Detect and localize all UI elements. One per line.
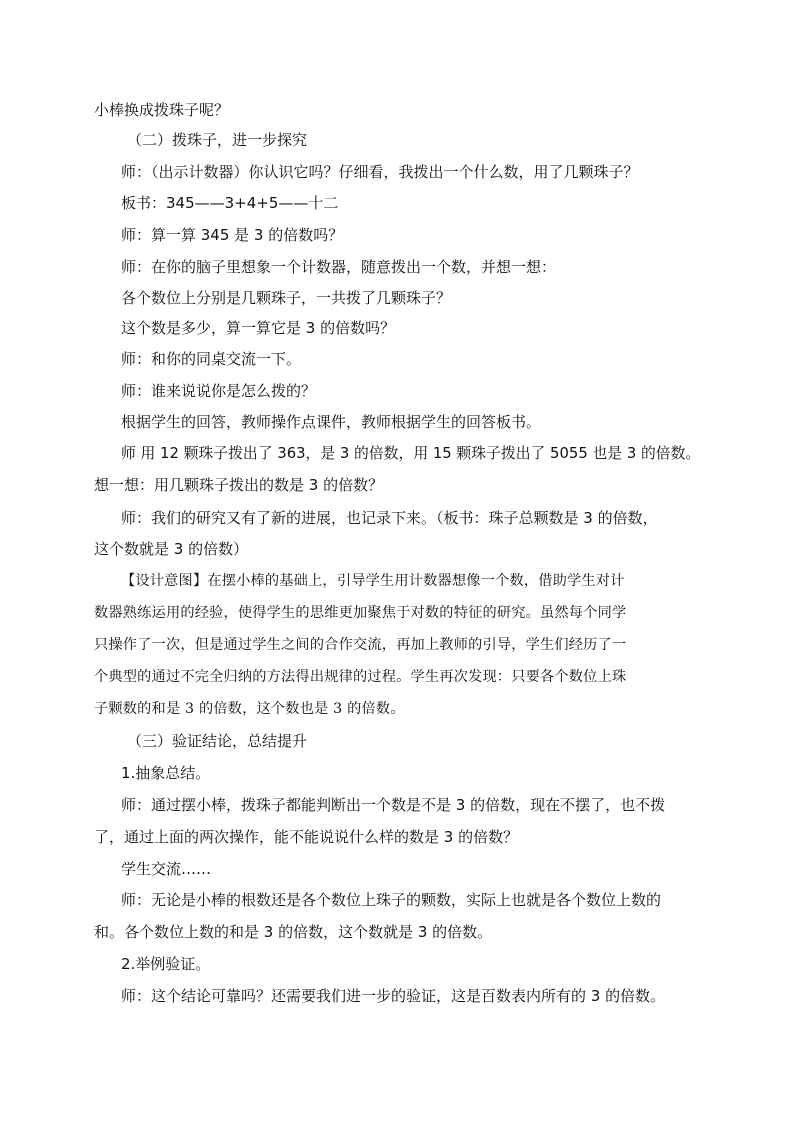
text-line: 师：在你的脑子里想象一个计数器，随意拨出一个数，并想一想： — [121, 258, 557, 276]
section-heading: （三）验证结论，总结提升 — [127, 732, 308, 750]
text-line: 师 用 12 颗珠子拨出了 363，是 3 的倍数，用 15 颗珠子拨出了 5055 也是 3 的倍数。 — [121, 444, 701, 462]
text-line: 板书：345——3+4+5——十二 — [121, 194, 339, 212]
text-line: 师：算一算 345 是 3 的倍数吗？ — [121, 226, 344, 244]
design-intent-line: 子颗数的和是 3 的倍数，这个数也是 3 的倍数。 — [94, 701, 405, 717]
text-line: 了，通过上面的两次操作，能不能说说什么样的数是 3 的倍数？ — [94, 828, 519, 846]
text-line: 和。各个数位上数的和是 3 的倍数，这个数就是 3 的倍数。 — [94, 923, 493, 941]
text-line: 师：和你的同桌交流一下。 — [121, 350, 302, 368]
text-line: 根据学生的回答，教师操作点课件，教师根据学生的回答板书。 — [121, 413, 542, 431]
design-intent-line: 【设计意图】在摆小棒的基础上，引导学生用计数器想像一个数，借助学生对计 — [121, 573, 625, 589]
text-line: 师：这个结论可靠吗？还需要我们进一步的验证，这是百数表内所有的 3 的倍数。 — [121, 987, 666, 1005]
text-line: 师：通过摆小棒，拨珠子都能判断出一个数是不是 3 的倍数，现在不摆了，也不拨 — [121, 796, 666, 814]
text-line: 师：（出示计数器）你认识它吗？仔细看，我拨出一个什么数，用了几颗珠子？ — [121, 163, 639, 181]
text-line: 师：谁来说说你是怎么拨的？ — [121, 382, 317, 400]
subheading: 2.举例验证。 — [121, 955, 211, 973]
section-heading: （二）拨珠子，进一步探究 — [127, 131, 308, 149]
subheading: 1.抽象总结。 — [121, 764, 211, 782]
text-line: 想一想：用几颗珠子拨出的数是 3 的倍数？ — [94, 476, 384, 494]
text-line: 师：无论是小棒的根数还是各个数位上珠子的颗数，实际上也就是各个数位上数的 — [121, 891, 662, 909]
text-line: 学生交流…… — [121, 860, 212, 878]
design-intent-line: 只操作了一次，但是通过学生之间的合作交流，再加上教师的引导，学生们经历了一 — [94, 637, 627, 653]
text-line: 小棒换成拨珠子呢？ — [94, 101, 230, 119]
text-line: 这个数是多少，算一算它是 3 的倍数吗？ — [121, 319, 396, 337]
design-intent-line: 个典型的通过不完全归纳的方法得出规律的过程。学生再次发现：只要各个数位上珠 — [94, 669, 627, 685]
text-line: 各个数位上分别是几颗珠子，一共拨了几颗珠子？ — [121, 289, 452, 307]
text-line: 这个数就是 3 的倍数） — [94, 540, 249, 558]
design-intent-line: 数器熟练运用的经验，使得学生的思维更加聚焦于对数的特征的研究。虽然每个同学 — [94, 605, 627, 621]
text-line: 师：我们的研究又有了新的进展，也记录下来。（板书：珠子总颗数是 3 的倍数， — [121, 509, 658, 527]
